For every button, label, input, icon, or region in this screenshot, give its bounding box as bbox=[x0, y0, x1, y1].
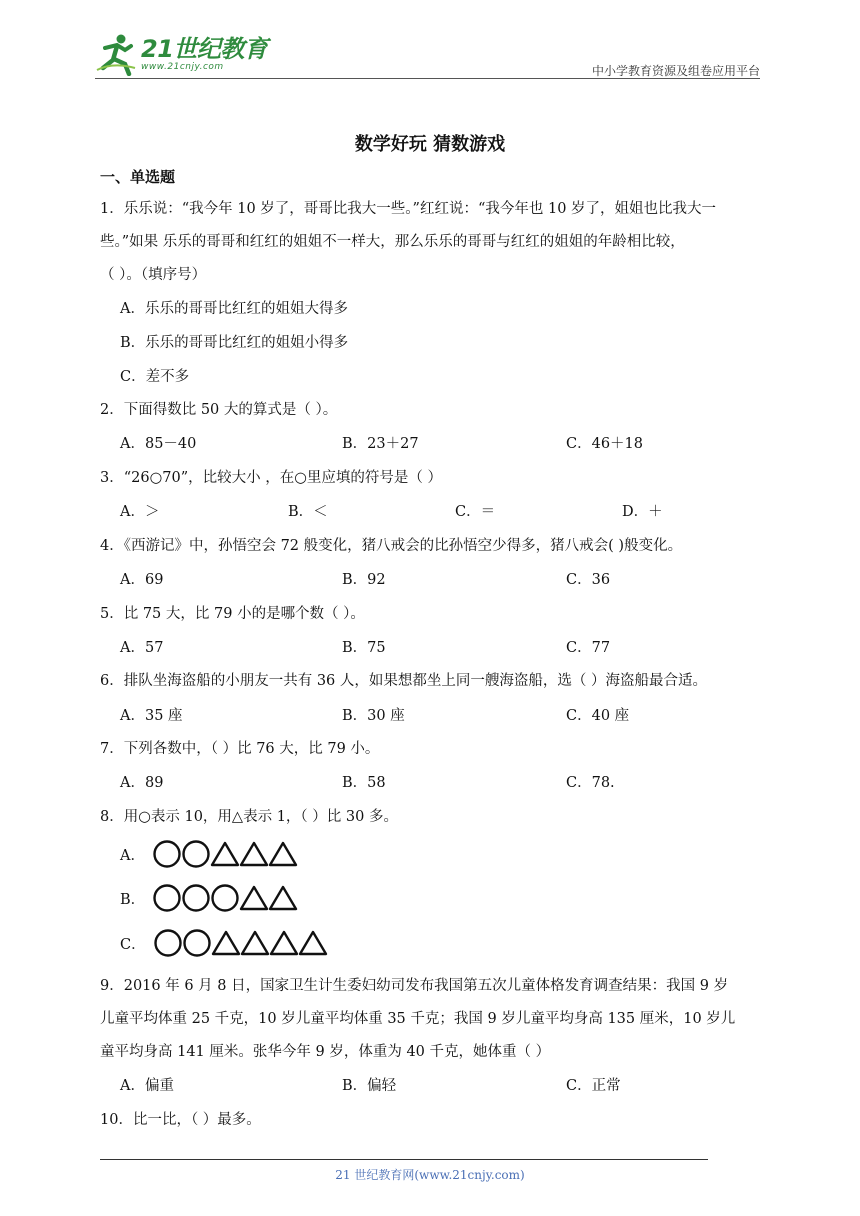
site-logo bbox=[95, 32, 267, 76]
question-9-option-b[interactable]: B．偏轻 bbox=[342, 1078, 397, 1094]
logo-url: www.21cnjy.com bbox=[141, 61, 224, 72]
shapes-icon bbox=[154, 929, 330, 957]
triangle-shape bbox=[300, 932, 326, 954]
question-3-option-d[interactable]: D．＋ bbox=[622, 504, 663, 520]
question-8-option-a[interactable] bbox=[120, 840, 300, 868]
logo-title: 21世纪教育 bbox=[141, 34, 268, 63]
triangle-shape bbox=[212, 843, 238, 865]
question-4-option-b[interactable]: B．92 bbox=[342, 572, 386, 588]
question-9-option-a[interactable]: A．偏重 bbox=[120, 1078, 174, 1094]
question-3-option-a[interactable]: A．＞ bbox=[120, 504, 160, 520]
option-label: B． bbox=[120, 891, 146, 908]
question-7-stem: 7．下列各数中，（ ）比 76 大，比 79 小。 bbox=[100, 741, 380, 757]
question-2-stem: 2．下面得数比 50 大的算式是（ ）。 bbox=[100, 402, 338, 418]
circle-shape bbox=[213, 886, 238, 911]
question-3-option-c[interactable]: C．＝ bbox=[455, 504, 496, 520]
option-label: C． bbox=[120, 936, 146, 953]
question-1-line-1: 1．乐乐说：“我今年 10 岁了，哥哥比我大一些。”红红说：“我今年也 10 岁了，姐姐也比我大一 bbox=[100, 201, 717, 217]
triangle-shape bbox=[241, 843, 267, 865]
triangle-shape bbox=[271, 932, 297, 954]
question-1-option-b[interactable]: B．乐乐的哥哥比红红的姐姐小得多 bbox=[120, 335, 349, 351]
triangle-shape bbox=[270, 843, 296, 865]
question-7-option-b[interactable]: B．58 bbox=[342, 775, 386, 791]
question-2-option-b[interactable]: B．23＋27 bbox=[342, 436, 419, 452]
triangle-shape bbox=[213, 932, 239, 954]
triangle-shape bbox=[241, 887, 267, 909]
logo-text bbox=[141, 34, 268, 72]
question-9-line-3: 童平均身高 141 厘米。张华今年 9 岁，体重为 40 千克，她体重（ ） bbox=[100, 1044, 551, 1060]
question-2-option-c[interactable]: C．46＋18 bbox=[566, 436, 643, 452]
question-1-option-a[interactable]: A．乐乐的哥哥比红红的姐姐大得多 bbox=[120, 301, 348, 317]
question-8-option-c[interactable] bbox=[120, 929, 330, 957]
circle-shape bbox=[183, 842, 208, 867]
question-7-option-c[interactable]: C．78. bbox=[566, 775, 615, 791]
question-5-stem: 5．比 75 大，比 79 小的是哪个数（ ）。 bbox=[100, 606, 365, 622]
shapes-icon bbox=[153, 840, 300, 868]
circle-shape bbox=[184, 931, 209, 956]
question-6-option-c[interactable]: C．40 座 bbox=[566, 708, 630, 724]
question-9-option-c[interactable]: C．正常 bbox=[566, 1078, 621, 1094]
circle-shape bbox=[155, 931, 180, 956]
question-1-line-3: （ ）。（填序号） bbox=[100, 267, 207, 283]
circle-shape bbox=[155, 886, 180, 911]
question-7-option-a[interactable]: A．89 bbox=[120, 775, 164, 791]
question-6-option-b[interactable]: B．30 座 bbox=[342, 708, 405, 724]
question-2-option-a[interactable]: A．85－40 bbox=[120, 436, 197, 452]
section-heading: 一、单选题 bbox=[100, 168, 176, 186]
triangle-shape bbox=[242, 932, 268, 954]
question-1-line-2: 些。”如果 乐乐的哥哥和红红的姐姐不一样大，那么乐乐的哥哥与红红的姐姐的年龄相比较， bbox=[100, 234, 685, 250]
question-9-line-2: 儿童平均体重 25 千克，10 岁儿童平均体重 35 千克；我国 9 岁儿童平均身高 135 厘米，10 岁儿 bbox=[100, 1011, 736, 1027]
header-divider bbox=[95, 78, 760, 79]
triangle-shape bbox=[270, 887, 296, 909]
question-5-option-b[interactable]: B．75 bbox=[342, 640, 386, 656]
question-4-option-a[interactable]: A．69 bbox=[120, 572, 164, 588]
question-1-option-c[interactable]: C．差不多 bbox=[120, 369, 190, 385]
question-5-option-c[interactable]: C．77 bbox=[566, 640, 611, 656]
question-8-stem: 8．用○表示 10，用△表示 1，（ ）比 30 多。 bbox=[100, 809, 398, 825]
question-3-stem: 3．“26○70”，比较大小 ，在○里应填的符号是（ ） bbox=[100, 470, 442, 486]
question-9-line-1: 9．2016 年 6 月 8 日，国家卫生计生委妇幼司发布我国第五次儿童体格发育调查结果：我国 9 岁 bbox=[100, 978, 729, 994]
question-3-option-b[interactable]: B．＜ bbox=[288, 504, 328, 520]
document-title: 数学好玩 猜数游戏 bbox=[354, 134, 506, 155]
question-5-option-a[interactable]: A．57 bbox=[120, 640, 164, 656]
circle-shape bbox=[154, 842, 179, 867]
footer-text: 21 世纪教育网(www.21cnjy.com) bbox=[335, 1168, 525, 1182]
question-8-option-b[interactable] bbox=[120, 884, 300, 912]
runner-logo-icon bbox=[95, 32, 139, 76]
question-4-stem: 4．《西游记》中，孙悟空会 72 般变化，猪八戒会的比孙悟空少得多，猪八戒会( )般变化。 bbox=[100, 538, 683, 554]
question-6-option-a[interactable]: A．35 座 bbox=[120, 708, 183, 724]
circle-shape bbox=[184, 886, 209, 911]
question-10-stem: 10．比一比，（ ）最多。 bbox=[100, 1112, 261, 1128]
question-6-stem: 6．排队坐海盗船的小朋友一共有 36 人，如果想都坐上同一艘海盗船，选（ ）海盗船最合适。 bbox=[100, 673, 707, 689]
page-header bbox=[95, 30, 760, 80]
question-4-option-c[interactable]: C．36 bbox=[566, 572, 611, 588]
footer-divider bbox=[100, 1159, 708, 1160]
platform-name: 中小学教育资源及组卷应用平台 bbox=[591, 64, 760, 78]
shapes-icon bbox=[153, 884, 300, 912]
option-label: A． bbox=[120, 847, 145, 864]
